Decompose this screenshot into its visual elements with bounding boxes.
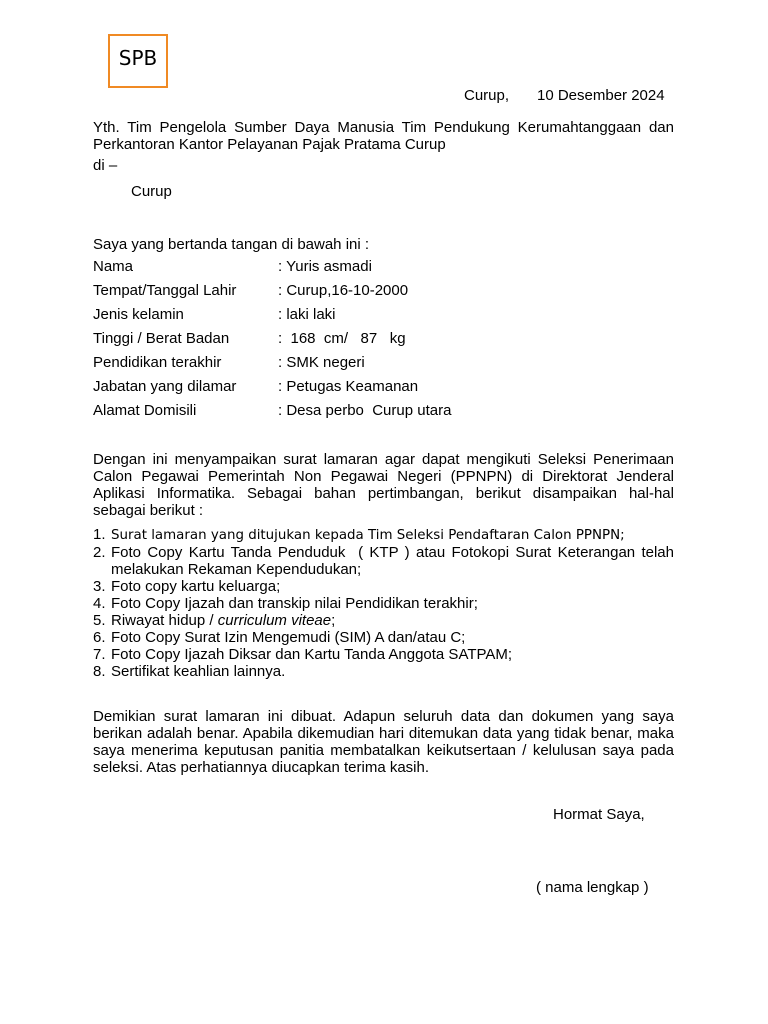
signature-placeholder: ( nama lengkap ) <box>536 879 649 896</box>
list-item-text-after: ; <box>331 612 336 629</box>
field-label: Jabatan yang dilamar <box>93 378 237 395</box>
list-item <box>93 526 674 544</box>
field-value: : Curup,16-10-2000 <box>278 282 409 299</box>
field-label: Alamat Domisili <box>93 402 197 419</box>
list-number: 4. <box>93 595 106 612</box>
list-number: 5. <box>93 612 106 629</box>
list-item-text: Foto copy kartu keluarga; <box>111 578 281 595</box>
spb-logo-box <box>108 34 168 88</box>
list-item-text: Foto Copy Kartu Tanda Penduduk ( KTP ) atau Fotokopi Surat Keterangan telah melakukan Rekaman Kependudukan; <box>111 544 679 578</box>
closing-paragraph: Demikian surat lamaran ini dibuat. Adapun seluruh data dan dokumen yang saya berikan adalah benar. Apabila dikemudian hari ditemukan data yang tidak benar, maka saya menerima keputusan panitia membatalkan keikutsertaan / kelulusan saya pada seleksi. Atas perhatiannya diucapkan terima kasih. <box>93 708 674 776</box>
field-label: Pendidikan terakhir <box>93 354 222 371</box>
list-item <box>93 646 674 663</box>
list-number: 6. <box>93 629 106 646</box>
field-label: Tempat/Tanggal Lahir <box>93 282 237 299</box>
field-value: : laki laki <box>278 306 336 323</box>
body-paragraph: Dengan ini menyampaikan surat lamaran agar dapat mengikuti Seleksi Penerimaan Calon Pegawai Pemerintah Non Pegawai Negeri (PPNPN) di Direktorat Jenderal Aplikasi Informatika. Sebagai bahan pertimbangan, berikut disampaikan hal-hal sebagai berikut : <box>93 451 674 519</box>
attachment-list <box>93 526 679 680</box>
list-item-text: Foto Copy Surat Izin Mengemudi (SIM) A dan/atau C; <box>111 629 466 646</box>
date-value: 10 Desember 2024 <box>537 87 665 104</box>
list-number: 2. <box>93 544 106 561</box>
list-item-text-before: Riwayat hidup / <box>111 612 218 629</box>
list-item-text: Foto Copy Ijazah dan transkip nilai Pendidikan terakhir; <box>111 595 478 612</box>
recipient-place: Curup <box>131 183 172 200</box>
intro-text: Saya yang bertanda tangan di bawah ini : <box>93 236 370 253</box>
field-label: Tinggi / Berat Badan <box>93 330 230 347</box>
list-number: 8. <box>93 663 106 680</box>
field-value: : Yuris asmadi <box>278 258 372 275</box>
spb-logo-text: SPB <box>118 46 158 70</box>
closing-salutation: Hormat Saya, <box>553 806 645 823</box>
list-item-text: Foto Copy Ijazah Diksar dan Kartu Tanda Anggota SATPAM; <box>111 646 513 663</box>
list-item-text-italic: curriculum viteae <box>217 612 332 629</box>
field-value: : SMK negeri <box>278 354 365 371</box>
list-item <box>93 612 674 629</box>
list-number: 3. <box>93 578 106 595</box>
list-item <box>93 544 679 578</box>
field-value: : Desa perbo Curup utara <box>278 402 452 419</box>
field-value: : Petugas Keamanan <box>278 378 419 395</box>
list-item <box>93 595 674 612</box>
list-number: 1. <box>93 526 106 543</box>
recipient-line: Yth. Tim Pengelola Sumber Daya Manusia Tim Pendukung Kerumahtanggaan dan Perkantoran Kantor Pelayanan Pajak Pratama Curup <box>93 119 674 153</box>
field-label: Jenis kelamin <box>93 306 184 323</box>
field-label: Nama <box>93 258 134 275</box>
list-item <box>93 578 674 595</box>
list-number: 7. <box>93 646 106 663</box>
list-item <box>93 629 674 646</box>
list-item-text: Sertifikat keahlian lainnya. <box>111 663 286 680</box>
list-item-text: Surat lamaran yang ditujukan kepada Tim Seleksi Pendaftaran Calon PPNPN; <box>111 528 625 543</box>
date-city: Curup, <box>464 87 510 104</box>
list-item <box>93 663 674 680</box>
field-value: : 168 cm/ 87 kg <box>278 330 406 347</box>
recipient-di: di – <box>93 157 118 174</box>
